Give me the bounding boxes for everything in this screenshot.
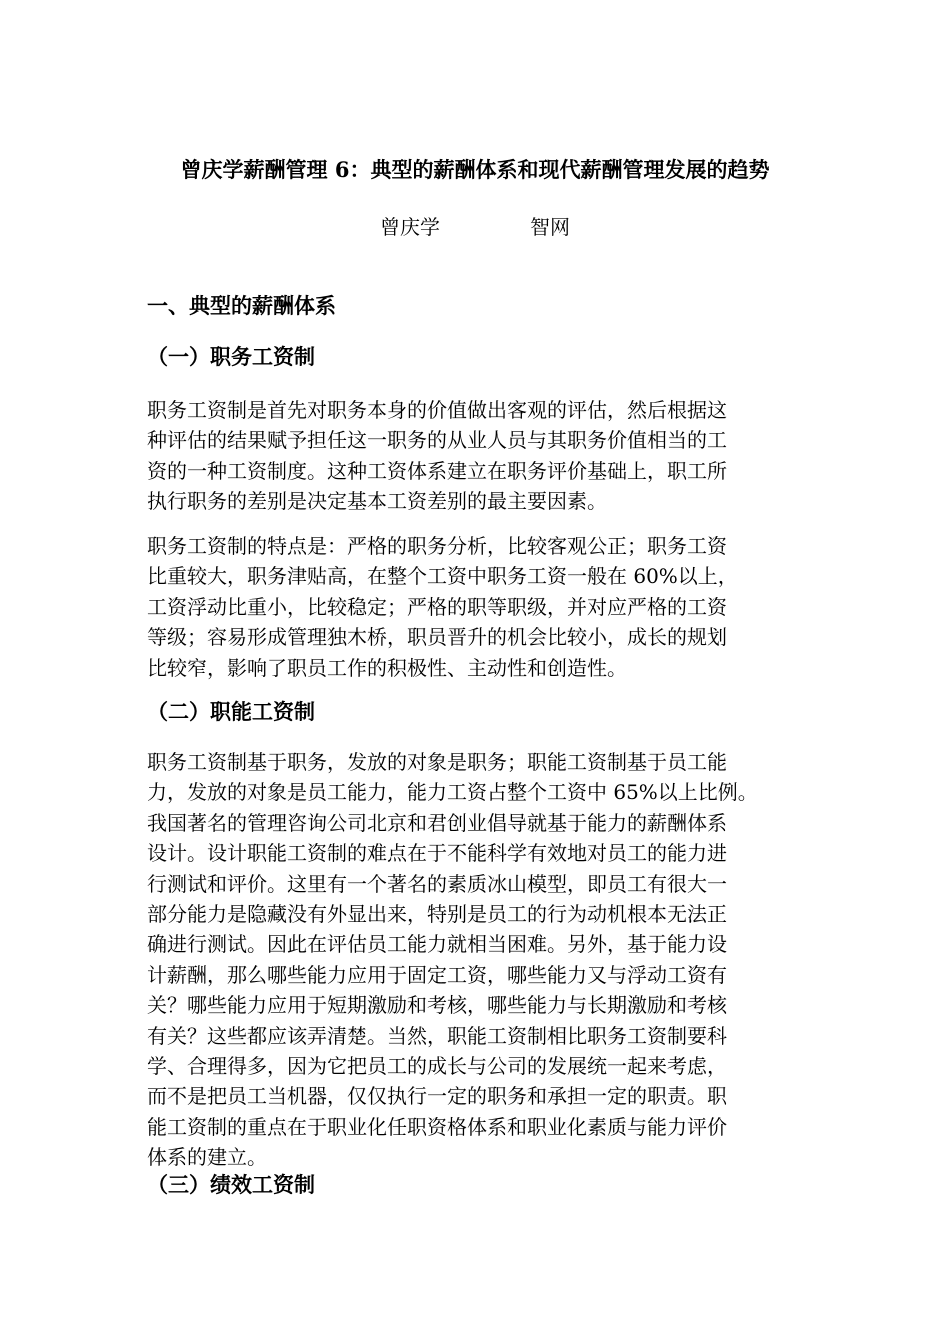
text-line: 学、合理得多，因为它把员工的成长与公司的发展统一起来考虑， xyxy=(147,1054,727,1079)
text-line: 职务工资制的特点是：严格的职务分析，比较客观公正；职务工资 xyxy=(147,534,727,558)
text-line: 而不是把员工当机器，仅仅执行一定的职务和承担一定的职责。职 xyxy=(147,1084,727,1109)
paragraph-2 xyxy=(147,531,807,683)
text-line: 行测试和评价。这里有一个著名的素质冰山模型，即员工有很大一 xyxy=(147,871,727,896)
source-name: 智网 xyxy=(530,215,570,239)
paragraph-3 xyxy=(147,747,807,1173)
text-line: 设计。设计职能工资制的难点在于不能科学有效地对员工的能力进 xyxy=(147,841,727,866)
subsection-heading-1: （一）职务工资制 xyxy=(147,344,315,369)
document-title: 曾庆学薪酬管理 6：典型的薪酬体系和现代薪酬管理发展的趋势 xyxy=(180,157,770,182)
text-line: 职务工资制是首先对职务本身的价值做出客观的评估，然后根据这 xyxy=(147,398,727,422)
text-line: 部分能力是隐藏没有外显出来，特别是员工的行为动机根本无法正 xyxy=(147,902,727,927)
text-line: 力，发放的对象是员工能力，能力工资占整个工资中 65%以上比例。 xyxy=(147,780,758,805)
text-line: 等级；容易形成管理独木桥，职员晋升的机会比较小，成长的规划 xyxy=(147,625,727,650)
byline xyxy=(0,212,950,242)
text-line: 资的一种工资制度。这种工资体系建立在职务评价基础上，职工所 xyxy=(147,458,727,483)
text-line: 计薪酬，那么哪些能力应用于固定工资，哪些能力又与浮动工资有 xyxy=(147,962,727,987)
text-line: 职务工资制基于职务，发放的对象是职务；职能工资制基于员工能 xyxy=(147,750,727,774)
subsection-heading-3: （三）绩效工资制 xyxy=(147,1172,315,1197)
text-line: 体系的建立。 xyxy=(147,1145,267,1170)
section-heading: 一、典型的薪酬体系 xyxy=(147,293,336,318)
text-line: 种评估的结果赋予担任这一职务的从业人员与其职务价值相当的工 xyxy=(147,428,727,453)
paragraph-1 xyxy=(147,395,807,517)
author-name: 曾庆学 xyxy=(380,215,440,239)
text-line: 能工资制的重点在于职业化任职资格体系和职业化素质与能力评价 xyxy=(147,1114,727,1139)
text-line: 关？哪些能力应用于短期激励和考核，哪些能力与长期激励和考核 xyxy=(147,993,727,1018)
text-line: 执行职务的差别是决定基本工资差别的最主要因素。 xyxy=(147,489,607,514)
text-line: 比重较大，职务津贴高，在整个工资中职务工资一般在 60%以上， xyxy=(147,564,738,589)
text-line: 有关？这些都应该弄清楚。当然，职能工资制相比职务工资制要科 xyxy=(147,1023,727,1048)
text-line: 工资浮动比重小，比较稳定；严格的职等职级，并对应严格的工资 xyxy=(147,594,727,619)
subsection-heading-2: （二）职能工资制 xyxy=(147,699,315,724)
text-line: 确进行测试。因此在评估员工能力就相当困难。另外，基于能力设 xyxy=(147,932,727,957)
text-line: 比较窄，影响了职员工作的积极性、主动性和创造性。 xyxy=(147,655,627,680)
text-line: 我国著名的管理咨询公司北京和君创业倡导就基于能力的薪酬体系 xyxy=(147,810,727,835)
